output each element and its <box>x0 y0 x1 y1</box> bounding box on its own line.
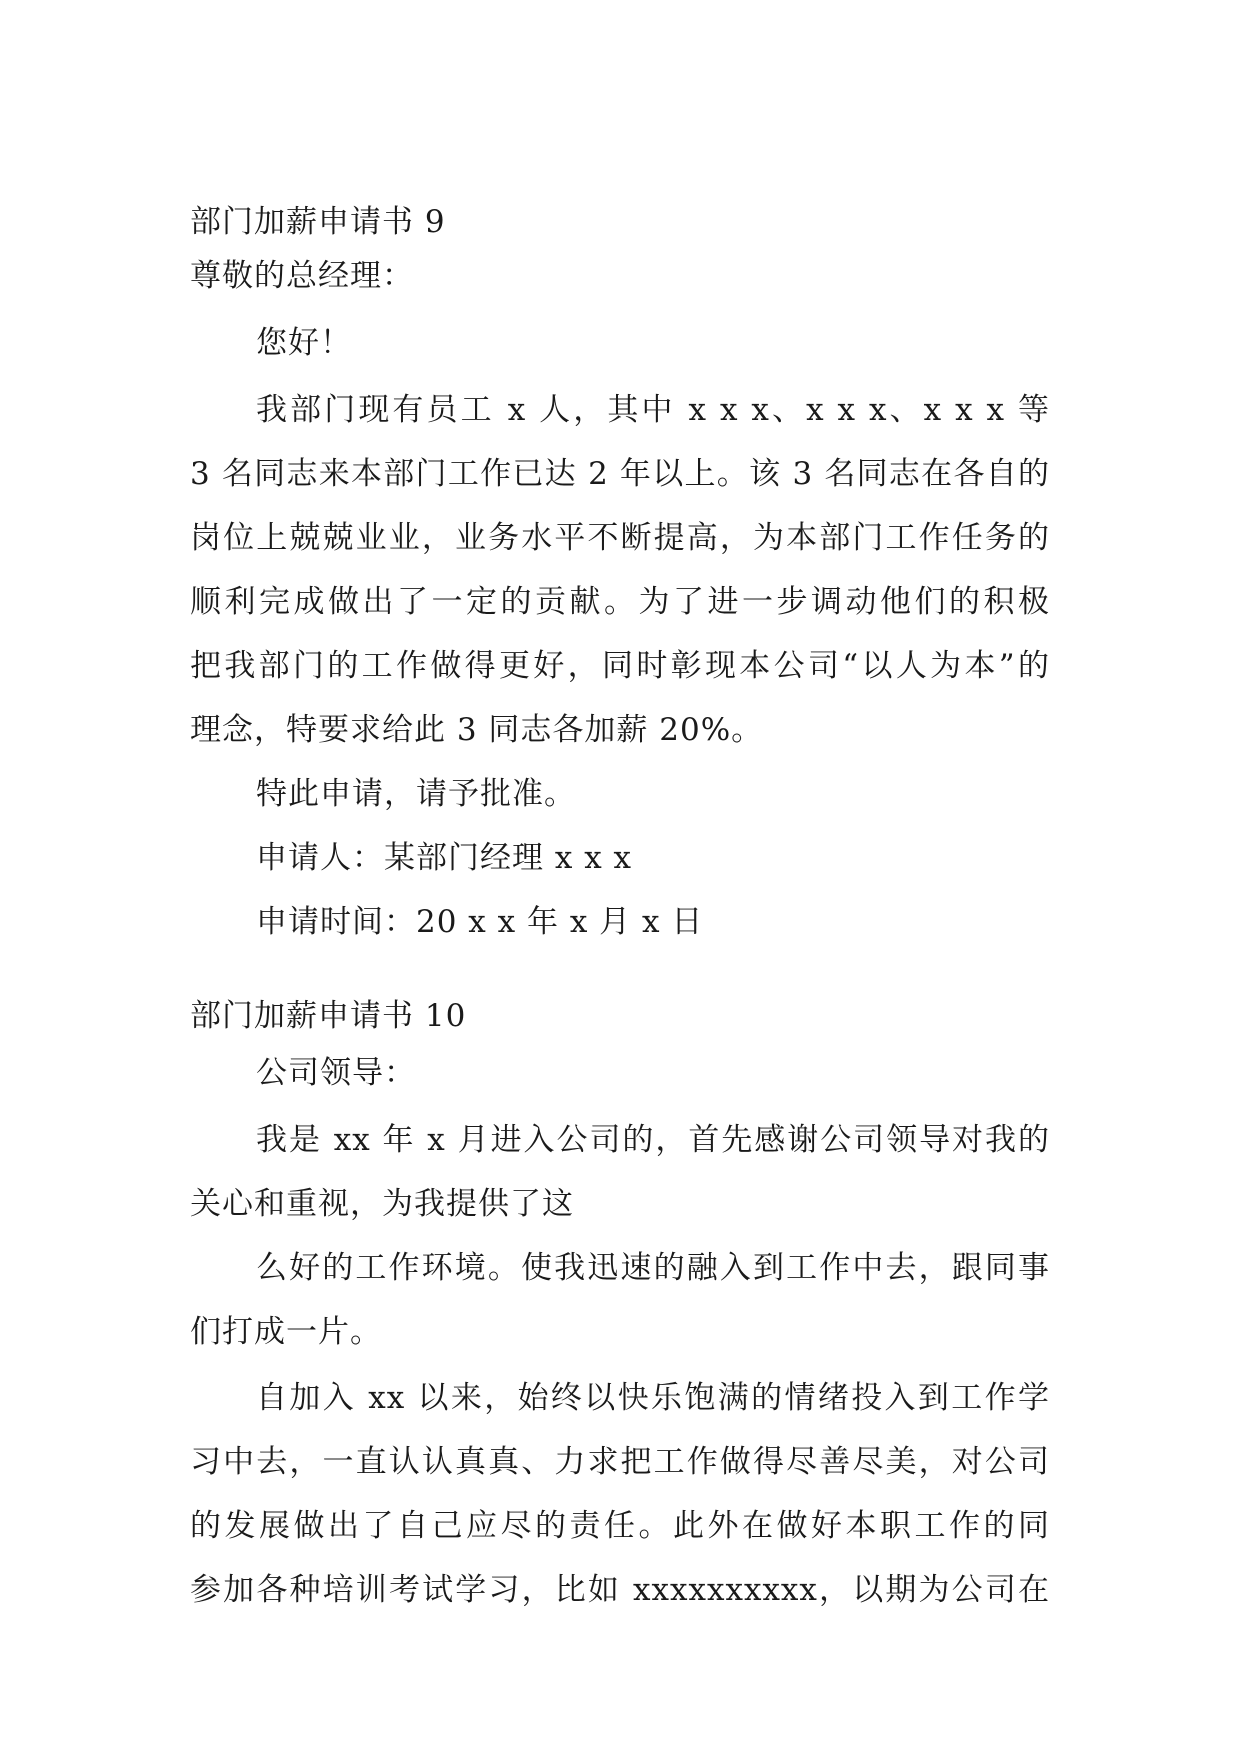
section-9-closing: 特此申请，请予批准。 <box>256 776 576 812</box>
section-10-para1-line: 关心和重视，为我提供了这 <box>190 1186 574 1222</box>
section-10-para3-line: 的发展做出了自己应尽的责任。此外在做好本职工作的同 <box>190 1508 1050 1544</box>
section-9-body-line: 理念，特要求给此 3 同志各加薪 20%。 <box>190 712 764 748</box>
section-9-greeting: 您好！ <box>256 325 352 361</box>
section-10-para3-line: 参加各种培训考试学习，比如 xxxxxxxxxx，以期为公司在 <box>190 1572 1050 1608</box>
section-10-para2-line: 们打成一片。 <box>190 1314 382 1350</box>
section-10-para3-line: 自加入 xx 以来，始终以快乐饱满的情绪投入到工作学 <box>256 1380 1050 1416</box>
section-9-body-line: 岗位上兢兢业业，业务水平不断提高，为本部门工作任务的 <box>190 520 1050 556</box>
section-10-para2-line: 么好的工作环境。使我迅速的融入到工作中去，跟同事 <box>256 1250 1050 1286</box>
section-9-body-line: 顺利完成做出了一定的贡献。为了进一步调动他们的积极 <box>190 584 1050 620</box>
section-9-title: 部门加薪申请书 9 <box>190 204 446 240</box>
section-10-salutation: 公司领导： <box>256 1055 416 1091</box>
section-9-applicant: 申请人：某部门经理 x x x <box>256 840 633 876</box>
section-10-para1-line: 我是 xx 年 x 月进入公司的，首先感谢公司领导对我的 <box>256 1122 1050 1158</box>
section-9-body-line: 把我部门的工作做得更好，同时彰现本公司“以人为本”的 <box>190 648 1050 684</box>
section-9-salutation: 尊敬的总经理： <box>190 258 414 294</box>
section-10-title: 部门加薪申请书 10 <box>190 998 467 1034</box>
section-9-body-line: 我部门现有员工 x 人，其中 x x x、x x x、x x x 等 <box>256 392 1050 428</box>
section-9-body-line: 3 名同志来本部门工作已达 2 年以上。该 3 名同志在各自的 <box>190 456 1050 492</box>
section-9-date: 申请时间：20 x x 年 x 月 x 日 <box>256 904 704 940</box>
section-10-para3-line: 习中去，一直认认真真、力求把工作做得尽善尽美，对公司 <box>190 1444 1050 1480</box>
